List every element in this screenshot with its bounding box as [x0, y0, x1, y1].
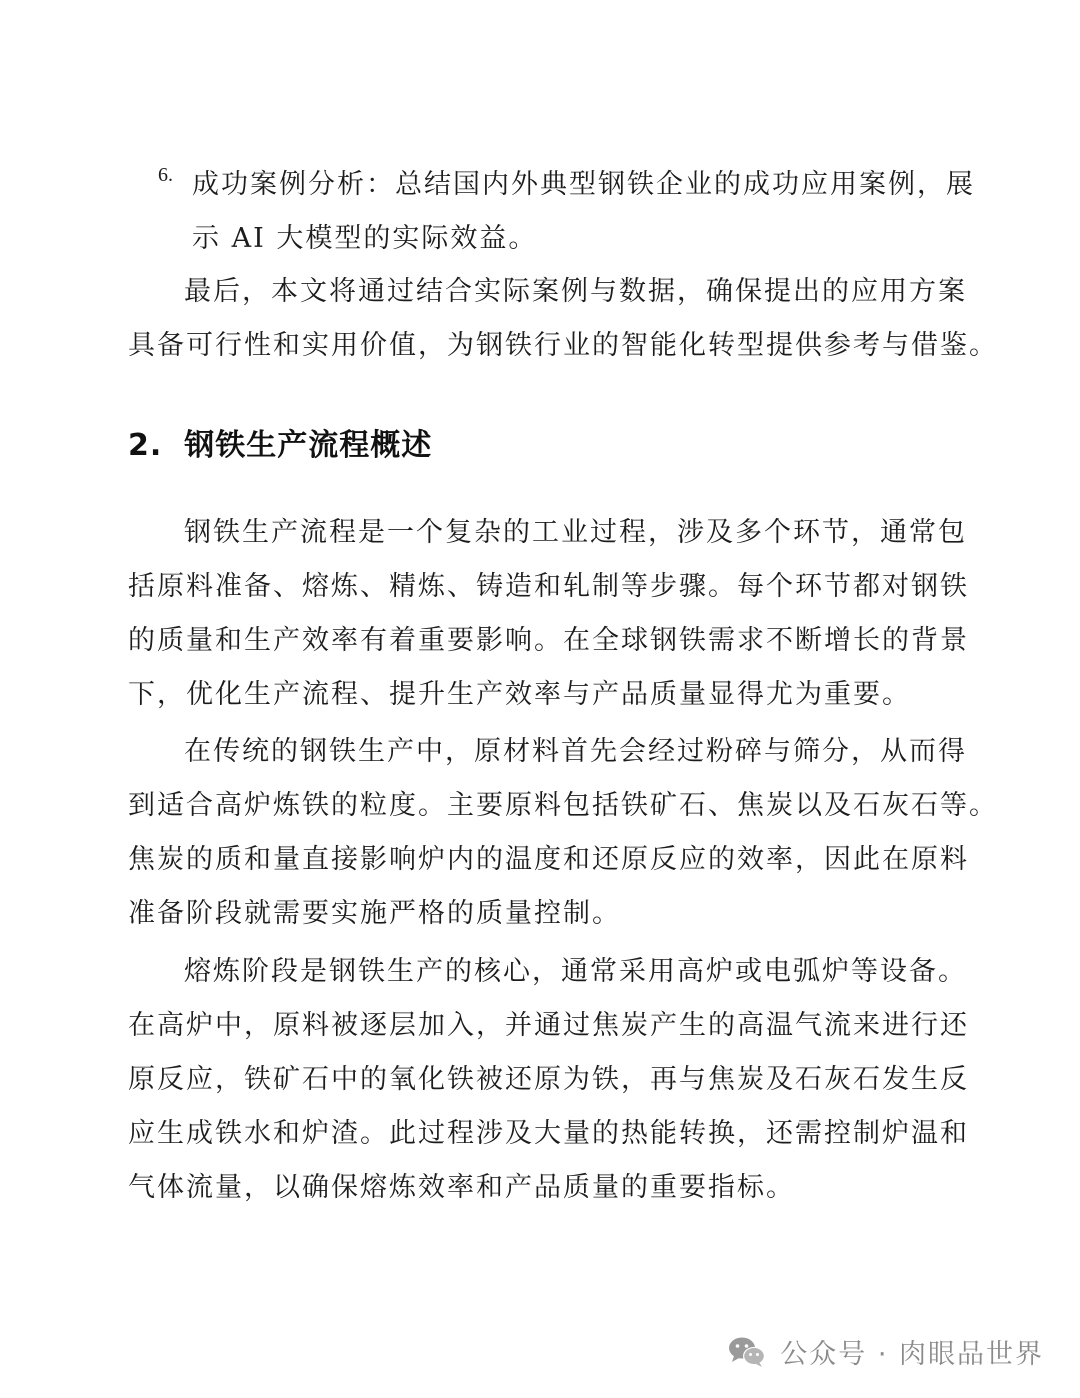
paragraph-line: 到适合高炉炼铁的粒度。主要原料包括铁矿石、焦炭以及石灰石等。 — [128, 790, 998, 821]
paragraph-line: 具备可行性和实用价值，为钢铁行业的智能化转型提供参考与借鉴。 — [128, 330, 998, 361]
paragraph-line: 的质量和生产效率有着重要影响。在全球钢铁需求不断增长的背景 — [128, 625, 969, 656]
paragraph-line: 应生成铁水和炉渣。此过程涉及大量的热能转换，还需控制炉温和 — [128, 1118, 969, 1149]
paragraph-line: 括原料准备、熔炼、精炼、铸造和轧制等步骤。每个环节都对钢铁 — [128, 571, 969, 602]
paragraph-line: 焦炭的质和量直接影响炉内的温度和还原反应的效率，因此在原料 — [128, 844, 969, 875]
paragraph-line: 在高炉中，原料被逐层加入，并通过焦炭产生的高温气流来进行还 — [128, 1010, 969, 1041]
paragraph-line: 下，优化生产流程、提升生产效率与产品质量显得尤为重要。 — [128, 679, 911, 710]
section-number: 2. — [128, 428, 163, 463]
wechat-icon — [728, 1336, 766, 1368]
section-title: 钢铁生产流程概述 — [184, 428, 433, 463]
paragraph-line: 准备阶段就需要实施严格的质量控制。 — [128, 898, 621, 929]
paragraph-2 — [128, 725, 998, 941]
paragraph-line: 钢铁生产流程是一个复杂的工业过程，涉及多个环节，通常包 — [184, 517, 967, 548]
paragraph-line: 熔炼阶段是钢铁生产的核心，通常采用高炉或电弧炉等设备。 — [184, 956, 967, 987]
paragraph-line: 原反应，铁矿石中的氧化铁被还原为铁，再与焦炭及石灰石发生反 — [128, 1064, 969, 1095]
paragraph-3 — [128, 945, 973, 1215]
closing-paragraph — [128, 265, 998, 373]
list-item-line: 成功案例分析：总结国内外典型钢铁企业的成功应用案例，展 — [192, 169, 975, 200]
paragraph-line: 最后，本文将通过结合实际案例与数据，确保提出的应用方案 — [184, 276, 967, 307]
footer-text: 公众号 · 肉眼品世界 — [780, 1339, 1044, 1370]
list-item-number: 6. — [158, 164, 173, 186]
list-item-text — [192, 158, 975, 266]
paragraph-line: 气体流量，以确保熔炼效率和产品质量的重要指标。 — [128, 1172, 795, 1203]
paragraph-line: 在传统的钢铁生产中，原材料首先会经过粉碎与筛分，从而得 — [184, 736, 967, 767]
footer-watermark — [728, 1332, 1044, 1371]
list-item-line: 示 AI 大模型的实际效益。 — [192, 223, 538, 254]
paragraph-1 — [128, 506, 973, 722]
list-item-6 — [158, 158, 978, 266]
section-heading — [128, 420, 432, 464]
